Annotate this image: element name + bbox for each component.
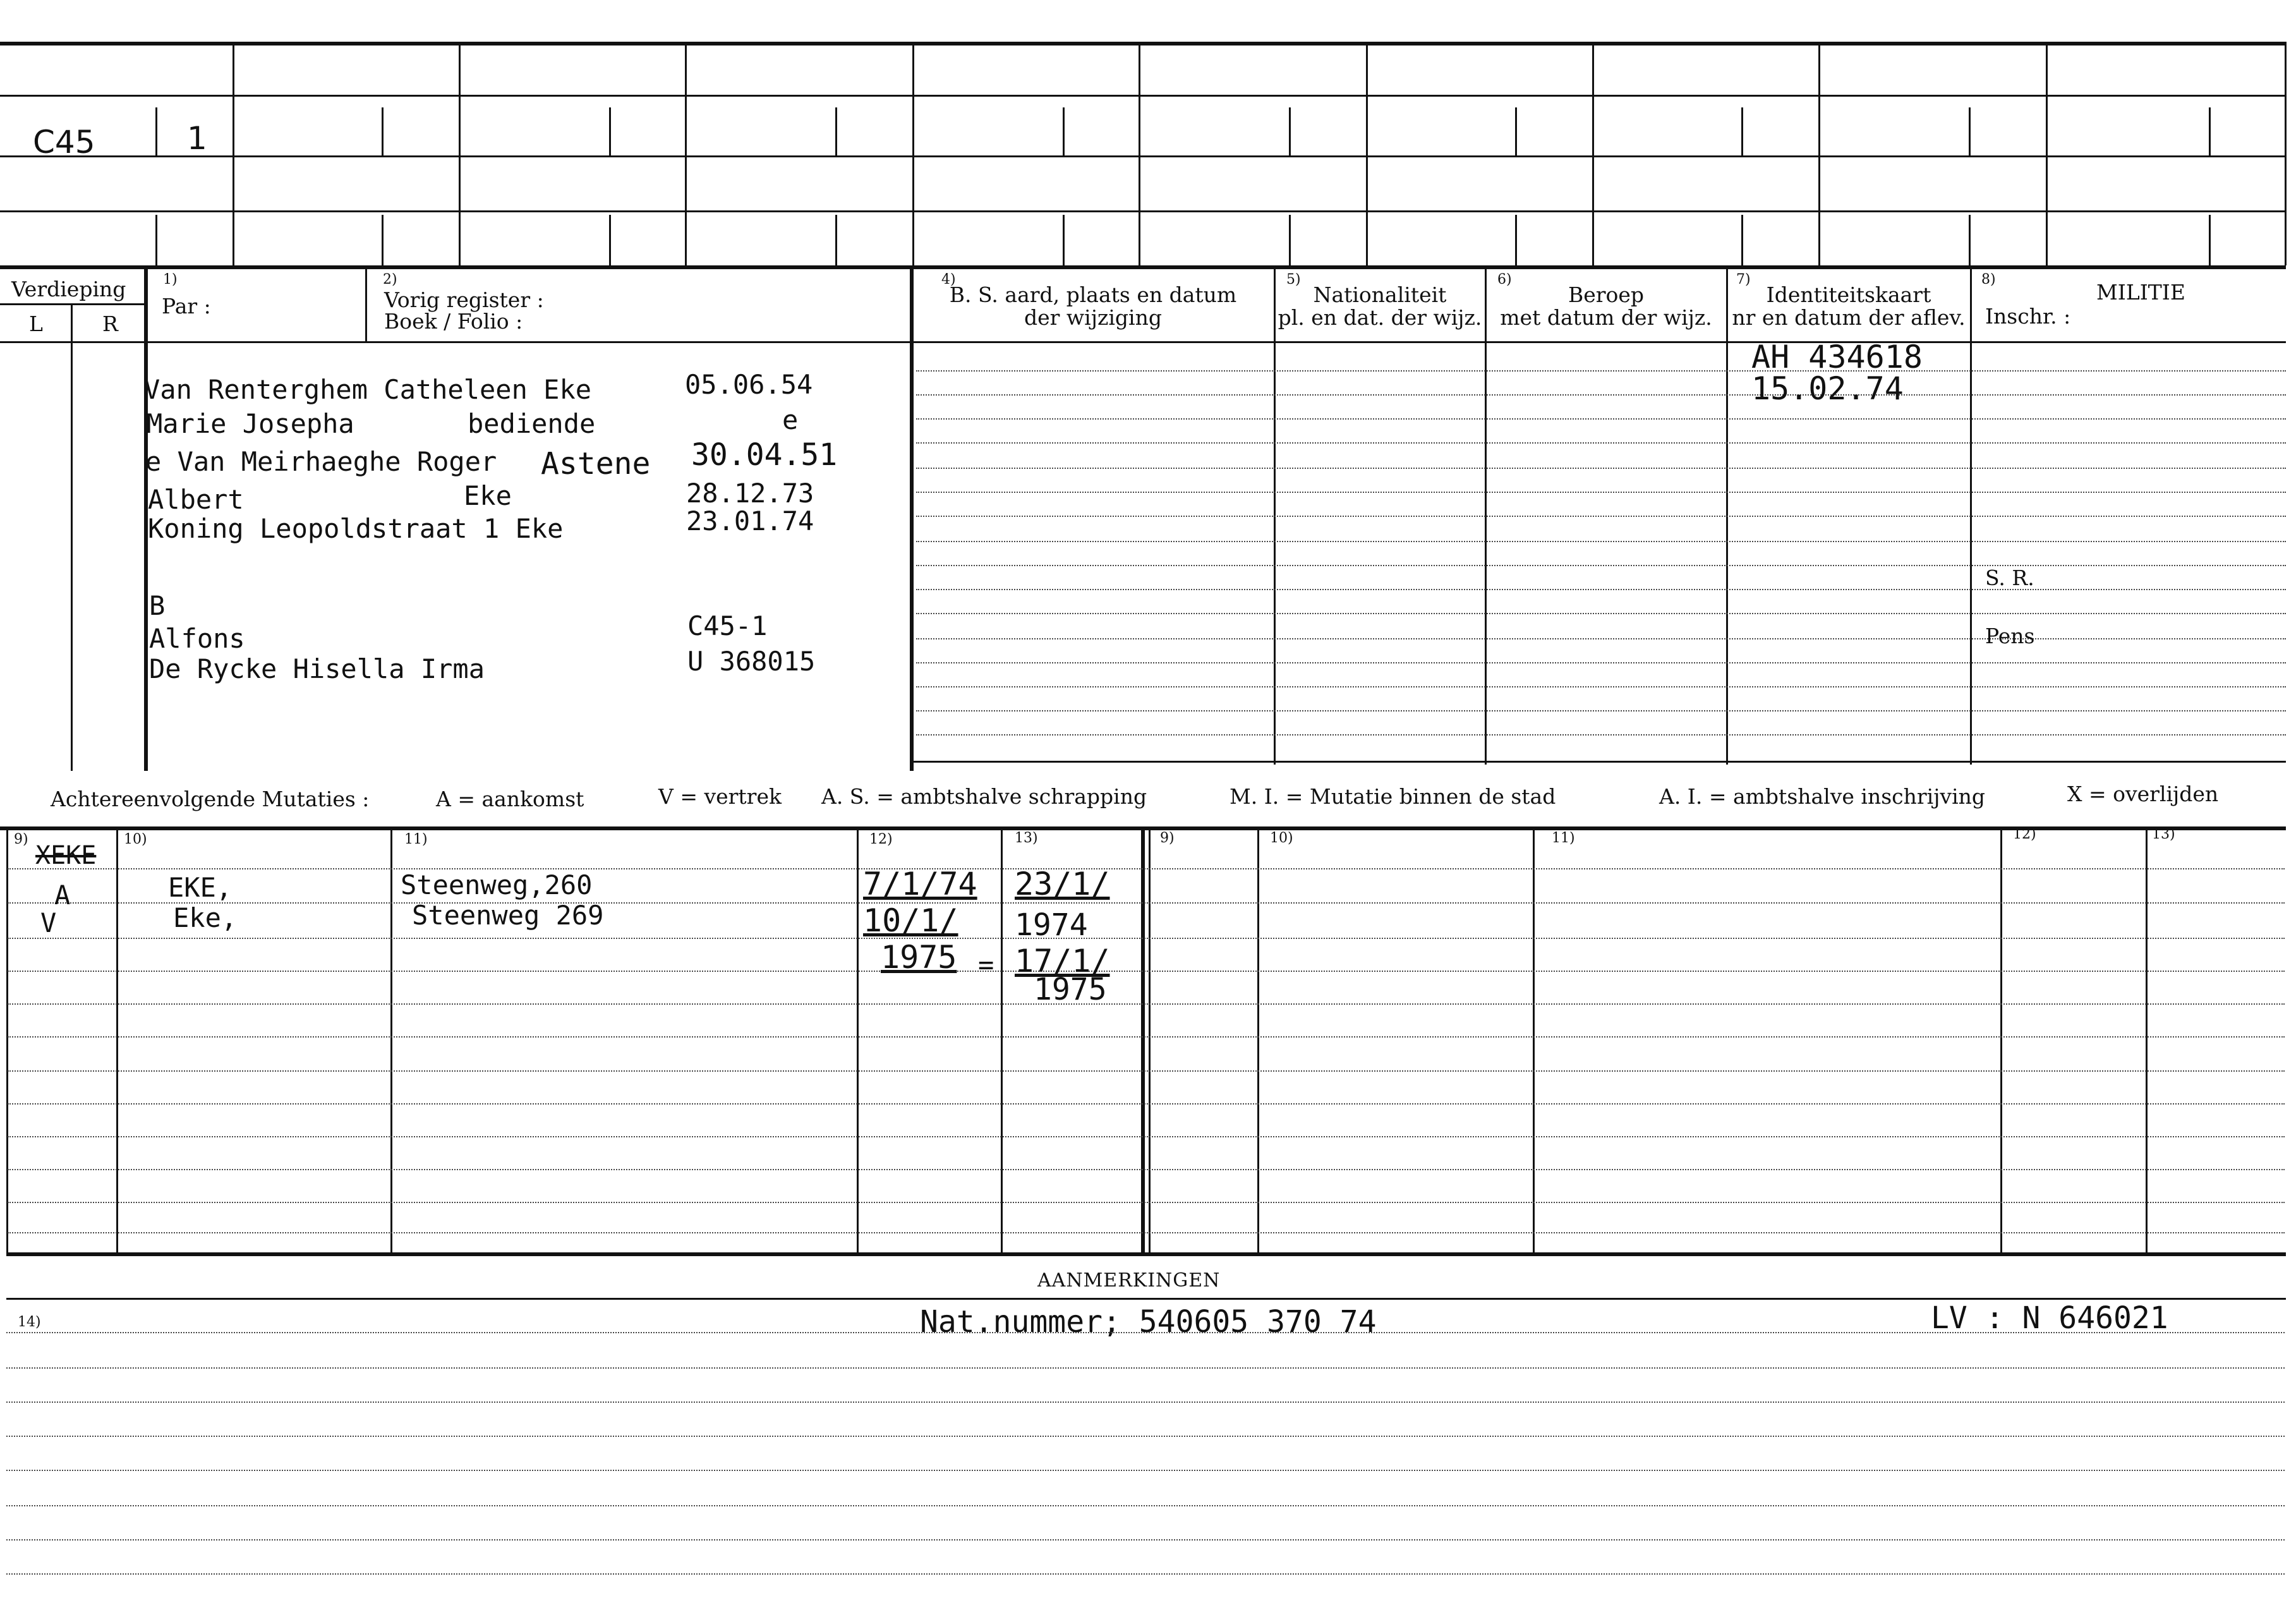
col7-number: 7)	[1736, 272, 1751, 288]
person-date-3: 28.12.73	[686, 478, 814, 509]
mutation-2-type: V	[40, 907, 57, 938]
mutation-1-date1: 7/1/74	[863, 866, 977, 902]
mutation-1-type: A	[54, 880, 71, 911]
person-line-6: B	[149, 590, 166, 621]
person-place-astene: Astene	[541, 446, 651, 481]
mutation-2-date2a: 17/1/	[1015, 943, 1110, 979]
nat-nummer: Nat.nummer; 540605 370 74	[920, 1304, 1377, 1340]
col5-number: 5)	[1286, 272, 1301, 288]
col1-number: 1)	[163, 272, 178, 288]
person-line-1: Van Renterghem Catheleen Eke	[144, 374, 592, 405]
person-line-5: Koning Leopoldstraat 1 Eke	[148, 513, 564, 544]
mut-right-col13-number: 13)	[2152, 826, 2175, 842]
person-line-3: e Van Meirhaeghe Roger	[145, 446, 497, 477]
beroep-line1: Beroep	[1568, 282, 1645, 307]
col8-number: 8)	[1981, 272, 1996, 288]
boek-folio-label: Boek / Folio :	[384, 309, 523, 334]
id-card-number: AH 434618	[1751, 339, 1923, 375]
legend-ambtshalve-inschrijving: A. I. = ambtshalve inschrijving	[1659, 784, 1986, 809]
bs-header-line2: der wijziging	[1024, 305, 1162, 330]
mutation-1-place: EKE,	[168, 872, 233, 903]
person-place-eke: Eke	[464, 480, 512, 511]
mut-right-col9-number: 9)	[1160, 830, 1175, 846]
mutaties-title: Achtereenvolgende Mutaties :	[51, 787, 370, 811]
mutation-1-date2a: 23/1/	[1015, 866, 1110, 902]
verdieping-l: L	[29, 312, 43, 336]
col2-number: 2)	[383, 272, 397, 288]
inschr-label: Inschr. :	[1985, 304, 2071, 329]
militie-label: MILITIE	[2096, 280, 2185, 305]
legend-mutatie-binnen-stad: M. I. = Mutatie binnen de stad	[1230, 784, 1556, 809]
person-date-4: 23.01.74	[686, 505, 814, 536]
mutation-1-date2b: 1974	[1015, 907, 1088, 943]
militie-sr: S. R.	[1985, 566, 2034, 590]
mut-right-col10-number: 10)	[1270, 830, 1293, 846]
mutation-1-street: Steenweg,260	[401, 869, 593, 900]
identiteitskaart-line2: nr en datum der aflev.	[1732, 305, 1966, 330]
col4-number: 4)	[941, 272, 956, 288]
aanmerkingen-title: AANMERKINGEN	[1037, 1269, 1221, 1292]
person-date-1: 05.06.54	[685, 369, 813, 400]
mut-col9-number: 9)	[14, 832, 28, 847]
nationaliteit-line1: Nationaliteit	[1313, 282, 1447, 307]
mut-col11-number: 11)	[404, 832, 428, 847]
col6-number: 6)	[1497, 272, 1512, 288]
verdieping-r: R	[102, 312, 118, 336]
lv-number: LV : N 646021	[1931, 1300, 2168, 1336]
person-date-2: 30.04.51	[691, 437, 838, 473]
household-number: 1	[187, 120, 207, 157]
legend-ambtshalve-schrapping: A. S. = ambtshalve schrapping	[821, 784, 1147, 809]
mutation-2-date1a: 10/1/	[863, 902, 958, 939]
vorig-register-label: Vorig register :	[384, 288, 544, 312]
id-card-date: 15.02.74	[1751, 370, 1904, 407]
militie-pens: Pens	[1985, 624, 2035, 648]
aanmerkingen-number: 14)	[18, 1314, 41, 1330]
nationaliteit-line2: pl. en dat. der wijz.	[1278, 305, 1482, 330]
household-code: C45	[33, 124, 95, 160]
mutation-2-date1b: 1975	[881, 939, 957, 976]
person-ref-1: C45-1	[687, 610, 768, 641]
identiteitskaart-line1: Identiteitskaart	[1766, 282, 1931, 307]
legend-overlijden: X = overlijden	[2067, 782, 2219, 806]
verdieping-label: Verdieping	[11, 277, 126, 301]
bs-header-line1: B. S. aard, plaats en datum	[949, 282, 1237, 307]
mut-right-col11-number: 11)	[1552, 830, 1575, 846]
legend-vertrek: V = vertrek	[658, 784, 782, 809]
person-line-7: Alfons	[149, 623, 245, 654]
mutation-struck-entry: XEKE	[35, 841, 97, 870]
mutation-2-place: Eke,	[173, 902, 238, 933]
mut-right-col12-number: 12)	[2013, 826, 2036, 842]
beroep-line2: met datum der wijz.	[1500, 305, 1712, 330]
mut-col10-number: 10)	[124, 832, 147, 847]
legend-aankomst: A = aankomst	[436, 787, 584, 811]
person-line-8: De Rycke Hisella Irma	[149, 653, 485, 684]
mutation-2-street: Steenweg 269	[412, 900, 604, 931]
person-beroep: bediende	[468, 408, 596, 439]
data-bottom-rule	[912, 761, 2286, 763]
mutation-2-date2b: 1975	[1034, 972, 1107, 1007]
aanmerkingen-top-rule	[6, 1298, 2286, 1300]
person-beroep-e: e	[782, 404, 799, 435]
par-label: Par :	[162, 294, 211, 318]
mutation-2-equals: =	[978, 949, 994, 980]
person-ref-2: U 368015	[687, 646, 816, 677]
person-line-2: Marie Josepha	[147, 408, 354, 439]
mut-col12-number: 12)	[869, 832, 893, 847]
person-line-4: Albert	[148, 484, 244, 515]
mut-col13-number: 13)	[1015, 830, 1038, 846]
